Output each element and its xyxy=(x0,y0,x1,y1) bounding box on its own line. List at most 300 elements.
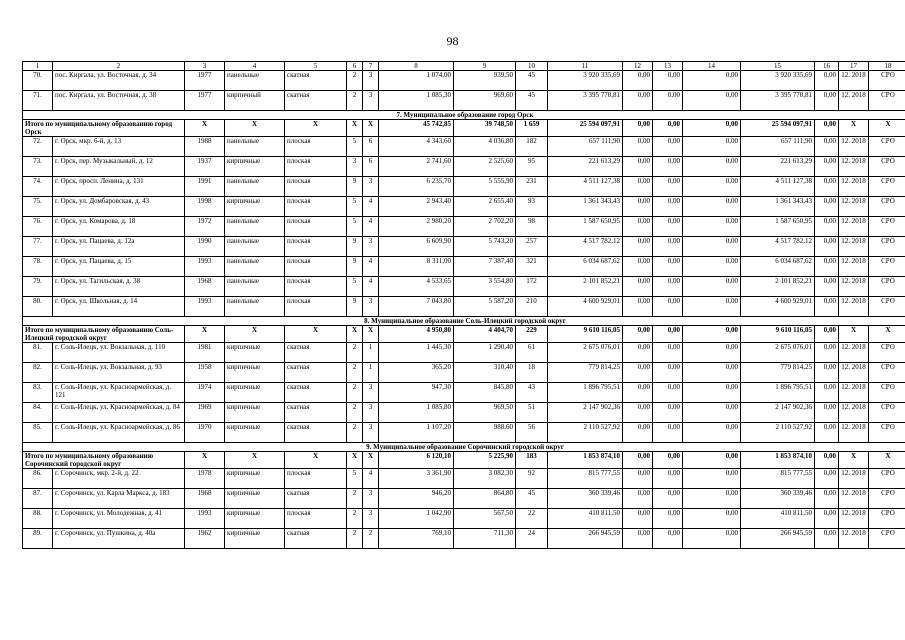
table-cell: 815 777,55 xyxy=(741,469,815,489)
column-header: 9 xyxy=(454,62,516,71)
table-cell: СРО xyxy=(869,363,905,383)
table-cell: 4 517 782,12 xyxy=(741,237,815,257)
table-cell: 12. 2018 xyxy=(839,257,869,277)
section-header-row xyxy=(23,317,905,326)
table-cell: 85. xyxy=(23,423,53,443)
table-cell: 988,60 xyxy=(454,423,516,443)
table-cell: 779 814,25 xyxy=(741,363,815,383)
table-cell: СРО xyxy=(869,423,905,443)
table-cell: 4 600 929,01 xyxy=(741,297,815,317)
table-cell: 2 xyxy=(363,529,379,549)
table-cell: 221 613,29 xyxy=(548,157,623,177)
column-header: 7 xyxy=(363,62,379,71)
table-cell: 75. xyxy=(23,197,53,217)
table-cell: г. Орск, ул. Комарова, д. 18 xyxy=(53,217,185,237)
table-cell: 5 xyxy=(347,469,363,489)
table-cell: СРО xyxy=(869,277,905,297)
table-cell: скатная xyxy=(285,529,347,549)
table-cell: 2 943,40 xyxy=(379,197,454,217)
table-cell: 12. 2018 xyxy=(839,177,869,197)
table-cell: 1 xyxy=(363,363,379,383)
table-cell: 2 xyxy=(347,383,363,403)
table-cell: 24 xyxy=(516,529,548,549)
table-cell: 0,00 xyxy=(623,277,653,297)
table-cell: 2 980,20 xyxy=(379,217,454,237)
table-cell: 0,00 xyxy=(683,383,741,403)
column-header: 5 xyxy=(285,62,347,71)
column-number-row xyxy=(23,62,905,71)
total-cell: 45 742,85 xyxy=(379,120,454,137)
table-cell: 0,00 xyxy=(815,423,839,443)
column-header: 6 xyxy=(347,62,363,71)
table-cell: 45 xyxy=(516,489,548,509)
table-cell: 12. 2018 xyxy=(839,237,869,257)
total-cell: X xyxy=(285,326,347,343)
total-cell: 0,00 xyxy=(623,326,653,343)
table-cell: панельные xyxy=(225,237,285,257)
table-cell: 845,80 xyxy=(454,383,516,403)
table-cell: 0,00 xyxy=(683,489,741,509)
total-cell: X xyxy=(347,326,363,343)
section-title: 9. Муниципальное образование Сорочинский городской округ xyxy=(23,443,905,452)
table-cell: 2 525,60 xyxy=(454,157,516,177)
section-total-row xyxy=(23,452,905,469)
table-cell: 0,00 xyxy=(623,197,653,217)
table-cell: 321 xyxy=(516,257,548,277)
total-cell: 4 950,80 xyxy=(379,326,454,343)
table-cell: СРО xyxy=(869,91,905,111)
table-cell: 0,00 xyxy=(623,509,653,529)
table-cell: 3 554,80 xyxy=(454,277,516,297)
section-title: 8. Муниципальное образование Соль-Илецкий городской округ xyxy=(23,317,905,326)
table-cell: г. Орск, мкр. 6-й, д. 13 xyxy=(53,137,185,157)
table-cell: 0,00 xyxy=(623,383,653,403)
table-cell: 0,00 xyxy=(653,469,683,489)
table-cell: 4 511 127,38 xyxy=(741,177,815,197)
table-cell: 22 xyxy=(516,509,548,529)
table-cell: 0,00 xyxy=(815,403,839,423)
column-header: 10 xyxy=(516,62,548,71)
table-cell: 0,00 xyxy=(623,403,653,423)
table-cell: 0,00 xyxy=(653,237,683,257)
table-cell: 6 xyxy=(363,137,379,157)
table-cell: 864,80 xyxy=(454,489,516,509)
table-cell: 89. xyxy=(23,529,53,549)
table-cell: 0,00 xyxy=(683,257,741,277)
table-cell: кирпичные xyxy=(225,469,285,489)
table-cell: 769,10 xyxy=(379,529,454,549)
table-cell: 0,00 xyxy=(623,489,653,509)
table-cell: СРО xyxy=(869,217,905,237)
table-cell: 0,00 xyxy=(683,197,741,217)
table-cell: 3 xyxy=(363,423,379,443)
table-cell: плоская xyxy=(285,217,347,237)
table-cell: 86. xyxy=(23,469,53,489)
table-cell: 84. xyxy=(23,403,53,423)
table-cell: скатная xyxy=(285,91,347,111)
table-cell: 0,00 xyxy=(683,157,741,177)
table-cell: СРО xyxy=(869,157,905,177)
table-cell: 61 xyxy=(516,343,548,363)
table-cell: 1 361 343,43 xyxy=(741,197,815,217)
table-cell: 0,00 xyxy=(653,91,683,111)
table-cell: 5 587,20 xyxy=(454,297,516,317)
table-row xyxy=(23,237,905,257)
table-row xyxy=(23,403,905,423)
table-cell: 0,00 xyxy=(683,217,741,237)
table-cell: 0,00 xyxy=(683,277,741,297)
table-cell: СРО xyxy=(869,197,905,217)
table-cell: 1977 xyxy=(185,71,225,91)
table-cell: г. Сорочинск, ул. Молодежная, д. 41 xyxy=(53,509,185,529)
table-cell: панельные xyxy=(225,177,285,197)
total-cell: X xyxy=(869,120,905,137)
table-cell: 0,00 xyxy=(653,529,683,549)
table-cell: 1 074,00 xyxy=(379,71,454,91)
table-cell: 0,00 xyxy=(815,71,839,91)
column-header: 16 xyxy=(815,62,839,71)
table-cell: 0,00 xyxy=(623,91,653,111)
total-cell: 0,00 xyxy=(683,326,741,343)
table-cell: 711,30 xyxy=(454,529,516,549)
total-cell: X xyxy=(363,452,379,469)
table-cell: 3 xyxy=(363,91,379,111)
table-cell: 6 609,90 xyxy=(379,237,454,257)
table-cell: 0,00 xyxy=(623,157,653,177)
table-cell: 0,00 xyxy=(683,423,741,443)
table-cell: г. Соль-Илецк, ул. Красноармейская, д. 121 xyxy=(53,383,185,403)
table-cell: 1 085,80 xyxy=(379,403,454,423)
table-cell: панельные xyxy=(225,71,285,91)
table-cell: 0,00 xyxy=(683,509,741,529)
total-label: Итого по муниципальному образованию Сорочинский городской округ xyxy=(23,452,185,469)
table-cell: СРО xyxy=(869,529,905,549)
table-cell: 1 587 650,95 xyxy=(741,217,815,237)
table-cell: 0,00 xyxy=(683,343,741,363)
table-cell: плоская xyxy=(285,197,347,217)
table-cell: СРО xyxy=(869,343,905,363)
table-cell: 969,60 xyxy=(454,91,516,111)
table-cell: СРО xyxy=(869,297,905,317)
table-cell: 0,00 xyxy=(683,297,741,317)
table-row xyxy=(23,277,905,297)
total-cell: X xyxy=(185,452,225,469)
table-cell: 2 xyxy=(347,71,363,91)
table-row xyxy=(23,383,905,403)
table-cell: 1993 xyxy=(185,297,225,317)
table-cell: СРО xyxy=(869,137,905,157)
total-label: Итого по муниципальному образованию город Орск xyxy=(23,120,185,137)
table-cell: 0,00 xyxy=(815,489,839,509)
total-cell: X xyxy=(347,120,363,137)
table-cell: 1968 xyxy=(185,489,225,509)
table-cell: 0,00 xyxy=(623,423,653,443)
table-cell: 2 702,20 xyxy=(454,217,516,237)
column-header: 11 xyxy=(548,62,623,71)
table-cell: пос. Киргала, ул. Восточная, д. 34 xyxy=(53,71,185,91)
table-cell: скатная xyxy=(285,343,347,363)
table-cell: 4 343,60 xyxy=(379,137,454,157)
table-cell: 1993 xyxy=(185,257,225,277)
table-cell: 56 xyxy=(516,423,548,443)
table-cell: СРО xyxy=(869,257,905,277)
table-cell: 0,00 xyxy=(653,277,683,297)
table-cell: 3 395 770,81 xyxy=(548,91,623,111)
table-cell: кирпичные xyxy=(225,363,285,383)
column-header: 4 xyxy=(225,62,285,71)
table-cell: 1968 xyxy=(185,277,225,297)
table-cell: 12. 2018 xyxy=(839,509,869,529)
table-cell: 2 655,40 xyxy=(454,197,516,217)
table-cell: 1 290,40 xyxy=(454,343,516,363)
total-cell: X xyxy=(363,326,379,343)
table-cell: 1981 xyxy=(185,343,225,363)
table-cell: 76. xyxy=(23,217,53,237)
table-cell: 365,20 xyxy=(379,363,454,383)
table-cell: СРО xyxy=(869,177,905,197)
table-cell: 182 xyxy=(516,137,548,157)
table-cell: 12. 2018 xyxy=(839,403,869,423)
total-cell: 1 853 874,10 xyxy=(741,452,815,469)
table-cell: 0,00 xyxy=(623,257,653,277)
table-row xyxy=(23,197,905,217)
table-cell: 2 xyxy=(347,529,363,549)
table-cell: кирпичные xyxy=(225,403,285,423)
total-cell: 9 610 116,05 xyxy=(741,326,815,343)
table-cell: 43 xyxy=(516,383,548,403)
total-cell: 25 594 097,91 xyxy=(741,120,815,137)
table-row xyxy=(23,297,905,317)
table-row xyxy=(23,217,905,237)
table-cell: кирпичные xyxy=(225,423,285,443)
table-cell: 0,00 xyxy=(623,529,653,549)
table-cell: 12. 2018 xyxy=(839,469,869,489)
table-cell: 0,00 xyxy=(683,71,741,91)
total-cell: 6 120,10 xyxy=(379,452,454,469)
table-cell: 7 387,40 xyxy=(454,257,516,277)
table-cell: 0,00 xyxy=(815,343,839,363)
table-cell: 82. xyxy=(23,363,53,383)
table-cell: 12. 2018 xyxy=(839,137,869,157)
table-cell: 1990 xyxy=(185,237,225,257)
table-cell: 2 xyxy=(347,343,363,363)
table-cell: 12. 2018 xyxy=(839,383,869,403)
table-cell: 4 xyxy=(363,469,379,489)
total-cell: 0,00 xyxy=(815,452,839,469)
table-cell: 0,00 xyxy=(653,157,683,177)
section-header-row xyxy=(23,443,905,452)
table-cell: 172 xyxy=(516,277,548,297)
table-cell: 12. 2018 xyxy=(839,297,869,317)
table-cell: 80. xyxy=(23,297,53,317)
table-cell: 0,00 xyxy=(815,197,839,217)
column-header: 14 xyxy=(683,62,741,71)
table-cell: 3 361,90 xyxy=(379,469,454,489)
table-row xyxy=(23,257,905,277)
table-cell: 1 107,20 xyxy=(379,423,454,443)
table-cell: 12. 2018 xyxy=(839,423,869,443)
table-cell: 0,00 xyxy=(623,177,653,197)
table-cell: 3 xyxy=(363,509,379,529)
table-cell: 266 945,59 xyxy=(741,529,815,549)
table-cell: 72. xyxy=(23,137,53,157)
table-row xyxy=(23,91,905,111)
table-cell: плоская xyxy=(285,177,347,197)
table-cell: 1 085,30 xyxy=(379,91,454,111)
table-cell: 0,00 xyxy=(653,71,683,91)
total-cell: X xyxy=(347,452,363,469)
table-row xyxy=(23,71,905,91)
table-cell: 12. 2018 xyxy=(839,529,869,549)
table-cell: 5 743,20 xyxy=(454,237,516,257)
table-cell: 81. xyxy=(23,343,53,363)
table-cell: 360 339,46 xyxy=(741,489,815,509)
table-cell: 1962 xyxy=(185,529,225,549)
table-cell: 45 xyxy=(516,91,548,111)
column-header: 3 xyxy=(185,62,225,71)
table-cell: 939,50 xyxy=(454,71,516,91)
table-cell: г. Соль-Илецк, ул. Вокзальная, д. 110 xyxy=(53,343,185,363)
table-cell: 221 613,29 xyxy=(741,157,815,177)
table-cell: 12. 2018 xyxy=(839,489,869,509)
table-cell: 6 xyxy=(363,157,379,177)
total-cell: X xyxy=(869,452,905,469)
table-cell: 2 xyxy=(347,509,363,529)
table-cell: 71. xyxy=(23,91,53,111)
table-cell: г. Орск, ул. Домбаровская, д. 43 xyxy=(53,197,185,217)
table-cell: плоская xyxy=(285,137,347,157)
table-cell: 946,20 xyxy=(379,489,454,509)
total-cell: 39 748,50 xyxy=(454,120,516,137)
table-cell: 266 945,59 xyxy=(548,529,623,549)
table-cell: 657 111,90 xyxy=(741,137,815,157)
table-cell: г. Соль-Илецк, ул. Красноармейская, д. 84 xyxy=(53,403,185,423)
table-cell: 12. 2018 xyxy=(839,343,869,363)
total-cell: 0,00 xyxy=(653,120,683,137)
total-cell: X xyxy=(839,326,869,343)
table-cell: скатная xyxy=(285,383,347,403)
table-cell: 88. xyxy=(23,509,53,529)
table-cell: 0,00 xyxy=(815,217,839,237)
table-cell: 0,00 xyxy=(653,509,683,529)
table-cell: 1 587 650,95 xyxy=(548,217,623,237)
total-cell: X xyxy=(185,326,225,343)
table-cell: 4 517 782,12 xyxy=(548,237,623,257)
table-cell: 0,00 xyxy=(815,297,839,317)
total-cell: 0,00 xyxy=(683,120,741,137)
table-cell: 3 xyxy=(363,177,379,197)
table-cell: плоская xyxy=(285,277,347,297)
table-cell: 2 xyxy=(347,363,363,383)
table-cell: 51 xyxy=(516,403,548,423)
total-cell: X xyxy=(225,326,285,343)
table-cell: 0,00 xyxy=(815,177,839,197)
table-cell: 4 600 929,01 xyxy=(548,297,623,317)
table-cell: 7 043,80 xyxy=(379,297,454,317)
table-cell: 947,30 xyxy=(379,383,454,403)
table-cell: 0,00 xyxy=(815,363,839,383)
table-cell: панельные xyxy=(225,257,285,277)
section-header-row xyxy=(23,111,905,120)
table-cell: 0,00 xyxy=(623,363,653,383)
total-cell: X xyxy=(225,452,285,469)
table-cell: 1993 xyxy=(185,509,225,529)
table-cell: г. Орск, ул. Тагильская, д. 38 xyxy=(53,277,185,297)
table-cell: 98 xyxy=(516,217,548,237)
total-cell: 183 xyxy=(516,452,548,469)
table-row xyxy=(23,469,905,489)
table-cell: г. Орск, пер. Музыкальный, д. 12 xyxy=(53,157,185,177)
table-cell: кирпичные xyxy=(225,197,285,217)
table-cell: скатная xyxy=(285,489,347,509)
table-cell: 1937 xyxy=(185,157,225,177)
column-header: 2 xyxy=(53,62,185,71)
table-cell: г. Орск, ул. Школьная, д. 14 xyxy=(53,297,185,317)
table-cell: 0,00 xyxy=(653,197,683,217)
table-cell: панельные xyxy=(225,277,285,297)
table-cell: 95 xyxy=(516,157,548,177)
table-cell: кирпичные xyxy=(225,529,285,549)
table-cell: 4 511 127,38 xyxy=(548,177,623,197)
table-cell: 1969 xyxy=(185,403,225,423)
total-cell: X xyxy=(225,120,285,137)
table-cell: 657 111,90 xyxy=(548,137,623,157)
table-cell: 70. xyxy=(23,71,53,91)
table-cell: 0,00 xyxy=(815,277,839,297)
table-cell: 3 920 335,69 xyxy=(741,71,815,91)
table-cell: плоская xyxy=(285,469,347,489)
table-cell: 567,50 xyxy=(454,509,516,529)
table-cell: СРО xyxy=(869,509,905,529)
table-cell: 4 xyxy=(363,217,379,237)
column-header: 18 xyxy=(869,62,905,71)
table-cell: 12. 2018 xyxy=(839,157,869,177)
table-cell: 1 445,30 xyxy=(379,343,454,363)
housing-register-table xyxy=(22,61,905,549)
table-cell: г. Орск, просп. Ленина, д. 131 xyxy=(53,177,185,197)
table-cell: 779 814,25 xyxy=(548,363,623,383)
total-cell: 4 404,70 xyxy=(454,326,516,343)
table-cell: скатная xyxy=(285,363,347,383)
total-cell: X xyxy=(285,452,347,469)
table-cell: 5 xyxy=(347,217,363,237)
table-cell: 4 xyxy=(363,257,379,277)
column-header: 15 xyxy=(741,62,815,71)
table-row xyxy=(23,509,905,529)
table-cell: 0,00 xyxy=(683,237,741,257)
table-cell: 9 xyxy=(347,177,363,197)
table-cell: плоская xyxy=(285,509,347,529)
table-cell: 2 147 902,36 xyxy=(548,403,623,423)
table-cell: 3 xyxy=(363,297,379,317)
total-cell: 0,00 xyxy=(653,452,683,469)
table-cell: 4 xyxy=(363,197,379,217)
table-cell: 0,00 xyxy=(683,403,741,423)
table-cell: 1970 xyxy=(185,423,225,443)
column-header: 8 xyxy=(379,62,454,71)
table-cell: 0,00 xyxy=(815,137,839,157)
table-cell: 2 101 852,21 xyxy=(548,277,623,297)
table-cell: 12. 2018 xyxy=(839,197,869,217)
table-cell: 12. 2018 xyxy=(839,91,869,111)
table-row xyxy=(23,363,905,383)
table-row xyxy=(23,343,905,363)
table-cell: 78. xyxy=(23,257,53,277)
table-cell: СРО xyxy=(869,237,905,257)
total-cell: 0,00 xyxy=(815,326,839,343)
table-cell: г. Сорочинск, мкр. 2-й, д. 22 xyxy=(53,469,185,489)
table-cell: 0,00 xyxy=(683,469,741,489)
